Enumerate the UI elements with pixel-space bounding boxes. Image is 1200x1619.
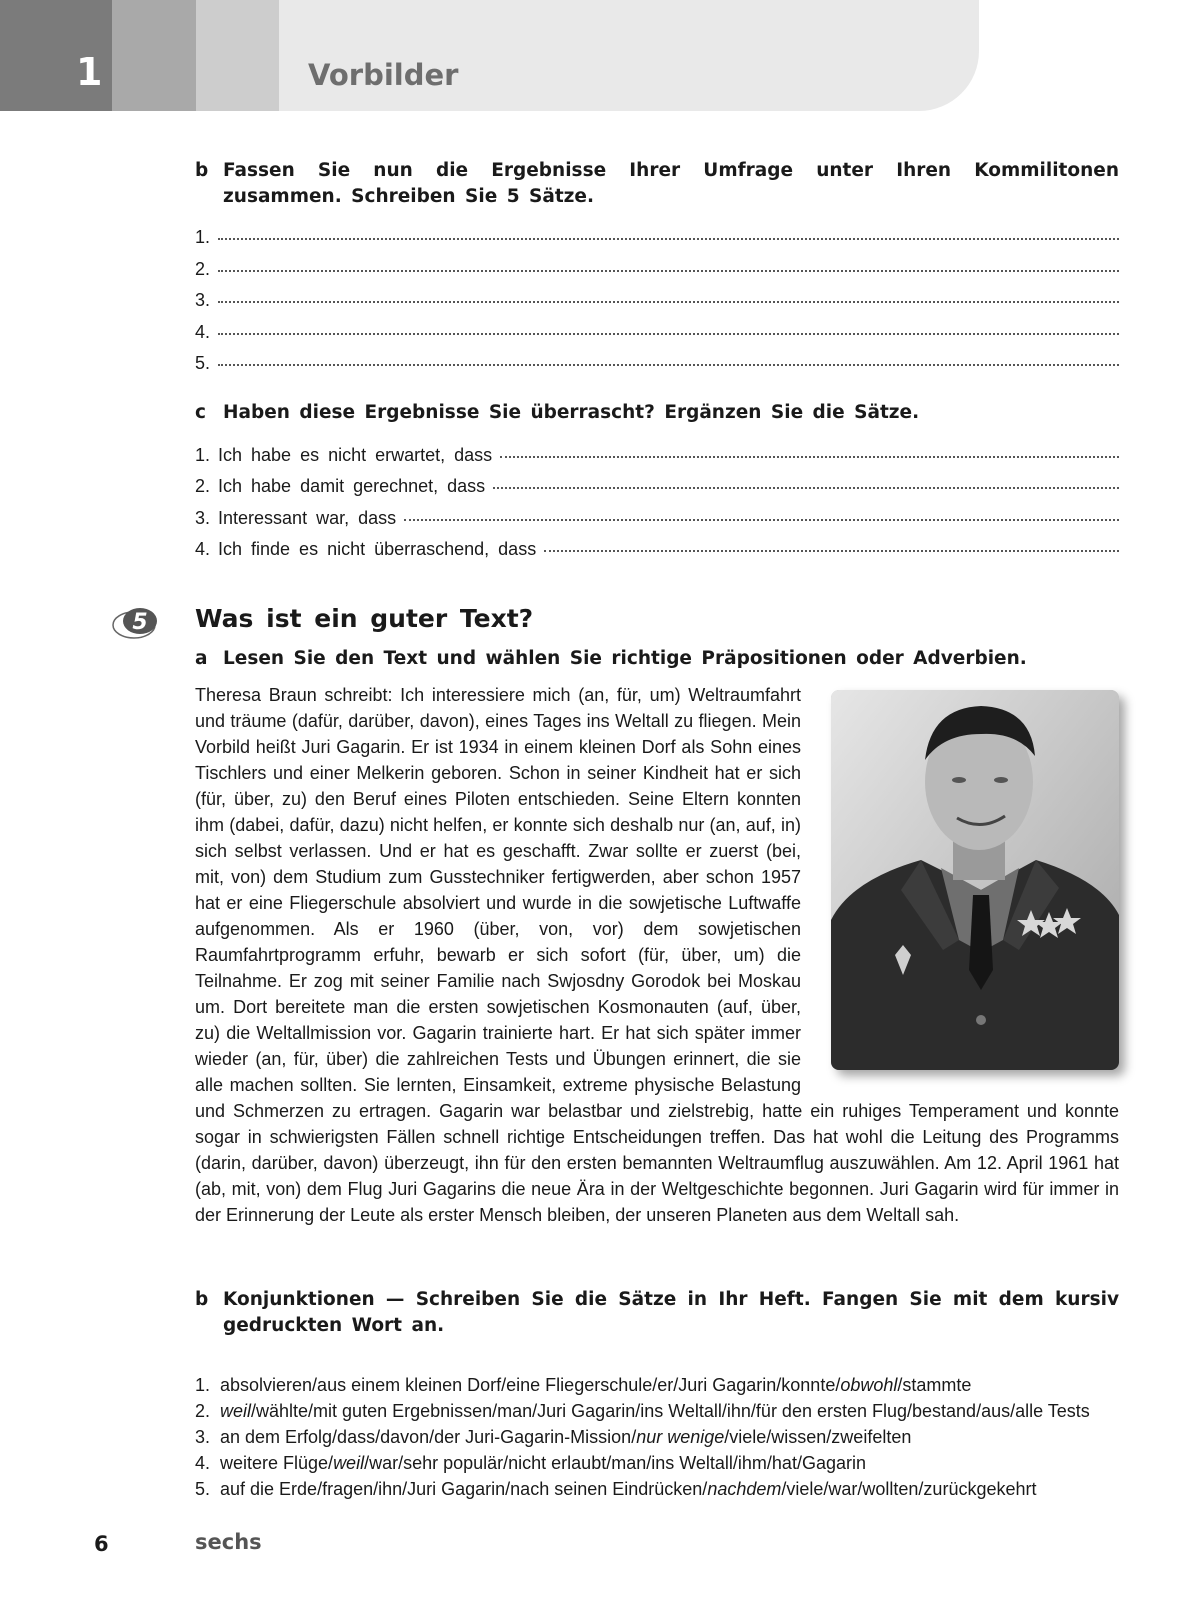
dotted-line	[544, 550, 1119, 552]
sentence-line[interactable]	[195, 444, 1119, 466]
item-italic-word: weil	[220, 1401, 252, 1421]
answer-line[interactable]	[195, 226, 1119, 248]
task-text: Konjunktionen — Schreiben Sie die Sätze in Ihr Heft. Fangen Sie mit dem kursiv gedruckten Wort an.	[223, 1289, 1119, 1336]
item-italic-word: nur wenige	[636, 1427, 725, 1447]
item-text: /viele/wissen/zweifelten	[724, 1427, 912, 1447]
task-a-instruction	[195, 646, 1119, 672]
sentence-line[interactable]	[195, 507, 1119, 529]
item-number: 2.	[195, 1401, 211, 1421]
line-number: 4.	[195, 322, 211, 342]
sentence-start: Ich habe es nicht erwartet, dass	[218, 445, 493, 465]
list-item	[195, 1424, 1119, 1450]
answer-line[interactable]	[195, 352, 1119, 374]
task-b-konjunktionen-instruction	[195, 1287, 1119, 1339]
item-text: /wählte/mit guten Ergebnissen/man/Juri Gagarin/ins Weltall/ihn/für den ersten Flug/bestand/aus/alle Tests	[251, 1401, 1090, 1421]
item-number: 3.	[195, 1427, 211, 1447]
exercise-number-badge	[112, 606, 162, 640]
header-band-light	[196, 0, 279, 111]
dotted-line	[404, 519, 1119, 521]
line-number: 2.	[195, 476, 211, 496]
sentence-start: Ich habe damit gerechnet, dass	[218, 476, 486, 496]
reading-paragraph: Theresa Braun schreibt: Ich interessiere mich (an, für, um) Weltraumfahrt und träume (dafür, darüber, davon), eines Tages ins Weltall zu fliegen. Mein Vorbild heißt Juri Gagarin. Er ist 1934 in einem kleinen Dorf als Sohn eines Tischlers und einer Melkerin geboren. Schon in seiner Kindheit hat er sich (für, über, zu) den Beruf eines Piloten entschieden. Seine Eltern konnten ihm (dabei, dafür, dazu) nicht helfen, er konnte sich deshalb nur (an, auf, in) sich selbst verlassen. Und er hat es geschafft. Zwar sollte er zuerst (bei, mit, von) dem Studium zum Gusstechniker fertigwerden, aber schon 1957 hat er eine Fliegerschule absolviert und wurde in die sowjetische Luftwaffe aufgenommen. Als er 1960 (über, von, vor) dem sowjetischen Raumfahrtprogramm erfuhr, bewarb er sich sofort (für, über, um) die Teilnahme. Er zog mit seiner Familie nach Swjosdny Gorodok bei Moskau um. Dort bereitete man die ersten sowjetischen Kosmonauten (auf, über, zu) die Weltallmission vor. Gagarin trainierte hart. Er hat sich später immer wieder (an, für, über) die zahlreichen Tests und Übungen erinnert, die sie alle machen sollten. Sie lernten, Einsamkeit, extreme physische Belastung und Schmerzen zu ertragen. Gagarin war belastbar und zielstrebig, hatte ein ruhiges Temperament und konnte sogar in schwierigsten Fällen schnell richtige Entscheidungen treffen. Das hat wohl die Leitung des Programms (darin, darüber, davon) überzeugt, ihn für den ersten bemannten Weltraumflug auszuwählen. Am 12. April 1961 hat (ab, mit, von) dem Flug Juri Gagarins die neue Ära in der Weltgeschichte begonnen. Juri Gagarin wird für immer in der Erinnerung der Leute als erster Mensch bleiben, der unseren Planeten aus dem Weltall sah.	[195, 685, 1119, 1225]
task-b-instruction	[195, 158, 1119, 210]
task-text: Haben diese Ergebnisse Sie überrascht? Ergänzen Sie die Sätze.	[223, 402, 920, 423]
list-item	[195, 1372, 1119, 1398]
list-item	[195, 1476, 1119, 1502]
page-number-word: sechs	[195, 1530, 262, 1554]
sentence-line[interactable]	[195, 538, 1119, 560]
item-text: weitere Flüge/	[220, 1453, 334, 1473]
header-band-pale	[279, 0, 979, 111]
task-c-instruction	[195, 400, 1119, 426]
line-number: 4.	[195, 539, 211, 559]
chapter-number: 1	[76, 50, 103, 94]
list-item	[195, 1398, 1119, 1424]
page-number: 6	[94, 1532, 109, 1556]
header-band-mid	[112, 0, 196, 111]
dotted-line	[218, 333, 1119, 335]
dotted-line	[218, 364, 1119, 366]
task-text: Fassen Sie nun die Ergebnisse Ihrer Umfrage unter Ihren Kommilitonen zusammen. Schreiben Sie 5 Sätze.	[223, 160, 1119, 207]
sentence-start: Interessant war, dass	[218, 508, 397, 528]
item-text: /war/sehr populär/nicht erlaubt/man/ins Weltall/ihm/hat/Gagarin	[364, 1453, 866, 1473]
dotted-line	[218, 238, 1119, 240]
sentence-list	[195, 1372, 1119, 1502]
item-number: 5.	[195, 1479, 211, 1499]
line-number: 3.	[195, 508, 211, 528]
dotted-line	[218, 301, 1119, 303]
list-item	[195, 1450, 1119, 1476]
item-number: 4.	[195, 1453, 211, 1473]
line-number: 2.	[195, 259, 211, 279]
item-italic-word: obwohl	[840, 1375, 898, 1395]
task-letter: b	[195, 160, 209, 181]
line-number: 1.	[195, 227, 211, 247]
item-number: 1.	[195, 1375, 211, 1395]
item-italic-word: weil	[333, 1453, 365, 1473]
task-letter: a	[195, 648, 208, 669]
item-text: /stammte	[897, 1375, 972, 1395]
exercise-number: 5	[132, 610, 148, 635]
item-text: an dem Erfolg/dass/davon/der Juri-Gagarin-Mission/	[220, 1427, 637, 1447]
gagarin-photo	[831, 690, 1119, 1070]
portrait-image	[831, 690, 1119, 1070]
task-letter: b	[195, 1289, 209, 1310]
line-number: 1.	[195, 445, 211, 465]
dotted-line	[493, 487, 1119, 489]
dotted-line	[500, 456, 1119, 458]
task-letter: c	[195, 402, 206, 423]
section-title: Was ist ein guter Text?	[195, 604, 534, 633]
answer-line[interactable]	[195, 258, 1119, 280]
dotted-line	[218, 270, 1119, 272]
sentence-start: Ich finde es nicht überraschend, dass	[218, 539, 537, 559]
reading-text	[195, 682, 1119, 1228]
answer-line[interactable]	[195, 289, 1119, 311]
item-text: absolvieren/aus einem kleinen Dorf/eine Fliegerschule/er/Juri Gagarin/konnte/	[220, 1375, 841, 1395]
sentence-line[interactable]	[195, 475, 1119, 497]
line-number: 5.	[195, 353, 211, 373]
item-italic-word: nachdem	[707, 1479, 782, 1499]
chapter-title: Vorbilder	[308, 58, 459, 92]
task-text: Lesen Sie den Text und wählen Sie richtige Präpositionen oder Adverbien.	[223, 648, 1027, 669]
item-text: /viele/war/wollten/zurückgekehrt	[781, 1479, 1037, 1499]
line-number: 3.	[195, 290, 211, 310]
item-text: auf die Erde/fragen/ihn/Juri Gagarin/nach seinen Eindrücken/	[220, 1479, 708, 1499]
answer-line[interactable]	[195, 321, 1119, 343]
